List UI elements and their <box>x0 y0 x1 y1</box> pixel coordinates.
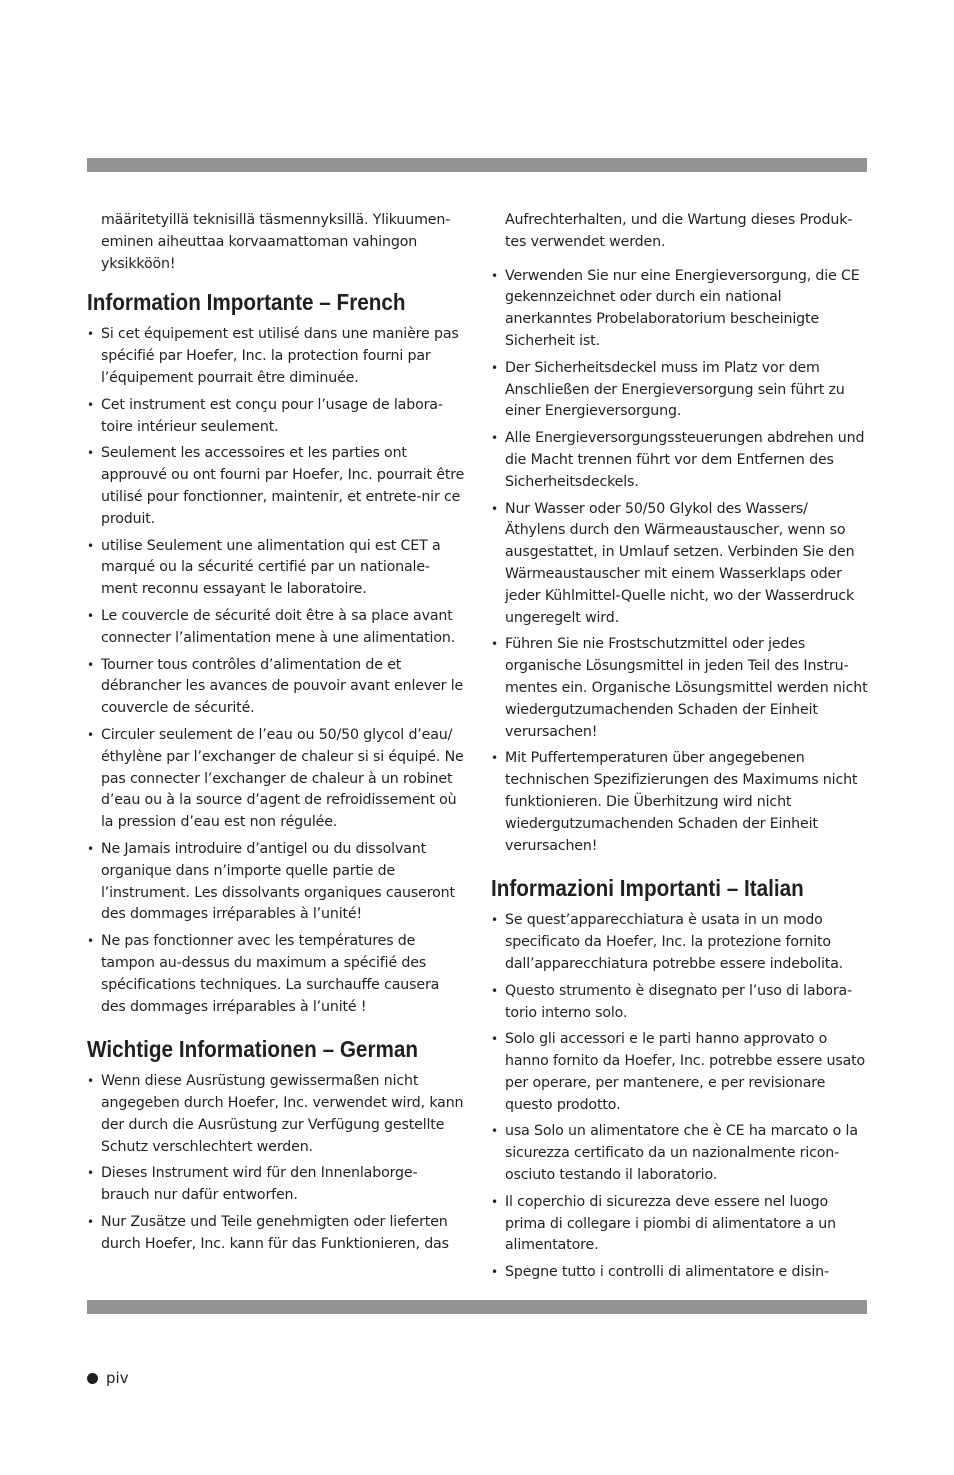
bullet-icon: • <box>491 1194 498 1209</box>
bullet-icon: • <box>87 538 94 553</box>
top-rule <box>87 158 867 172</box>
german-list-continued <box>491 266 869 858</box>
list-item: • Circuler seulement de l’eau ou 50/50 glycol d’eau/ éthylène par l’exchanger de chaleur si si équipé. Ne pas connecter l’exchanger de chaleur à un robinet d’eau ou à la source d’agent de refroidissement où la pression d’eau est non régulée. <box>87 726 464 831</box>
intro-paragraph: määritetyillä teknisillä täsmennyksillä. Ylikuumen-eminen aiheuttaa korvaamattoman vahingon yksikköön! <box>101 212 451 272</box>
list-item: • usa Solo un alimentatore che è CE ha marcato o la sicurezza certificato da un nazionalmente ricon-osciuto testando il laboratorio. <box>491 1123 858 1184</box>
bullet-icon: • <box>87 327 94 342</box>
italian-heading: Informazioni Importanti – Italian <box>491 875 804 902</box>
bullet-icon: • <box>87 841 94 856</box>
list-item: • Si cet équipement est utilisé dans une manière pas spécifié par Hoefer, Inc. la protection fourni par l’équipement pourrait être diminuée. <box>87 326 459 386</box>
list-item: • Le couvercle de sécurité doit être à sa place avant connecter l’alimentation mene à une alimentation. <box>87 607 456 646</box>
list-item: • Dieses Instrument wird für den Innenlaborge-brauch nur dafür entworfen. <box>87 1165 418 1204</box>
bullet-icon: • <box>87 608 94 623</box>
list-item: • Ne Jamais introduire d’antigel ou du dissolvant organique dans n’importe quelle partie de l’instrument. Les dissolvants organiques causeront des dommages irréparables à l’unité! <box>87 840 455 923</box>
right-column <box>491 210 869 1300</box>
list-item: • Se quest’apparecchiatura è usata in un modo specificato da Hoefer, Inc. la protezione fornito dall’apparecchiatura potrebbe essere indebolita. <box>491 912 844 972</box>
bullet-icon: • <box>491 1032 498 1047</box>
list-item: • Führen Sie nie Frostschutzmittel oder jedes organische Lösungsmittel in jeden Teil des Instru-mentes ein. Organische Lösungsmittel werden nicht wiedergutzumachenden Schaden der Einheit verursachen! <box>491 636 868 740</box>
bullet-icon: • <box>87 446 94 461</box>
page-number: piv <box>106 1369 129 1387</box>
bullet-icon: • <box>491 637 498 652</box>
bullet-icon: • <box>87 934 94 949</box>
list-item: • Tourner tous contrôles d’alimentation de et débrancher les avances de pouvoir avant enlever le couvercle de sécurité. <box>87 656 464 717</box>
list-item: • Seulement les accessoires et les parties ont approuvé ou ont fourni par Hoefer, Inc. pourrait être utilisé pour fonctionner, maintenir, et entrete-nir ce produit. <box>87 445 465 527</box>
german-heading: Wichtige Informationen – German <box>87 1036 419 1063</box>
bullet-icon: • <box>491 360 498 375</box>
bullet-icon: • <box>87 657 94 672</box>
bullet-icon: • <box>491 501 498 516</box>
bullet-icon: • <box>491 983 498 998</box>
list-item: • Il coperchio di sicurezza deve essere nel luogo prima di collegare i piombi di alimentatore a un alimentatore. <box>491 1193 836 1254</box>
list-item: • Der Sicherheitsdeckel muss im Platz vor dem Anschließen der Energieversorgung sein führt zu einer Energieversorgung. <box>491 359 845 420</box>
bullet-icon: • <box>87 727 94 742</box>
list-item: • Nur Zusätze und Teile genehmigten oder lieferten durch Hoefer, Inc. kann für das Funktionieren, das <box>87 1214 449 1252</box>
list-item: • utilise Seulement une alimentation qui est CET a marqué ou la sécurité certifié par un nationale-ment reconnu essayant le laboratoire. <box>87 537 441 598</box>
bottom-rule <box>87 1300 867 1314</box>
bullet-icon: • <box>87 397 94 412</box>
bullet-icon: • <box>491 431 498 446</box>
list-item: • Nur Wasser oder 50/50 Glykol des Wassers/ Äthylens durch den Wärmeaustauscher, wenn so ausgestattet, in Umlauf setzen. Verbinden Sie den Wärmeaustauscher mit einem Wasserklaps oder jeder Kühlmittel-Quelle nicht, wo der Wasserdruck ungeregelt wird. <box>491 500 855 626</box>
left-column <box>87 210 465 1272</box>
list-item: • Wenn diese Ausrüstung gewissermaßen nicht angegeben durch Hoefer, Inc. verwendet wird, kann der durch die Ausrüstung zur Verfügung gestellte Schutz verschlechtert werden. <box>87 1073 464 1155</box>
list-item: • Alle Energieversorgungssteuerungen abdrehen und die Macht trennen führt vor dem Entfernen des Sicherheitsdeckels. <box>491 430 865 490</box>
list-item: • Mit Puffertemperaturen über angegebenen technischen Spezifizierungen des Maximums nicht funktionieren. Die Überhitzung wird nicht wiedergutzumachenden Schaden der Einheit verursachen! <box>491 750 858 854</box>
continuation-paragraph: Aufrechterhalten, und die Wartung dieses Produk-tes verwendet werden. <box>505 212 853 250</box>
list-item: • Ne pas fonctionner avec les températures de tampon au-dessus du maximum a spécifié des spécifications techniques. La surchauffe causera des dommages irréparables à l’unité ! <box>87 933 440 1015</box>
french-heading: Information Importante – French <box>87 289 406 316</box>
bullet-icon: • <box>491 751 498 766</box>
bullet-icon: • <box>87 1215 94 1230</box>
bullet-icon: • <box>491 913 498 928</box>
list-item: • Cet instrument est conçu pour l’usage de labora-toire intérieur seulement. <box>87 396 443 435</box>
italian-list <box>491 910 869 1284</box>
list-item: • Questo strumento è disegnato per l’uso di labora-torio interno solo. <box>491 982 853 1021</box>
list-item: • Verwenden Sie nur eine Energieversorgung, die CE gekennzeichnet oder durch ein national anerkanntes Probelaboratorium bescheinigte Sicherheit ist. <box>491 267 860 349</box>
german-list <box>87 1071 465 1255</box>
list-item: • Solo gli accessori e le parti hanno approvato o hanno fornito da Hoefer, Inc. potrebbe essere usato per operare, per mantenere, e per revisionare questo prodotto. <box>491 1031 866 1113</box>
bullet-icon: • <box>491 1265 498 1280</box>
french-list <box>87 324 465 1018</box>
bullet-icon: • <box>87 1074 94 1089</box>
bullet-icon: • <box>491 1124 498 1139</box>
bullet-icon: • <box>87 1166 94 1181</box>
dot-icon <box>87 1373 98 1384</box>
page-footer <box>87 1367 129 1389</box>
bullet-icon: • <box>491 268 498 283</box>
list-item: • Spegne tutto i controlli di alimentatore e disin- <box>491 1262 869 1284</box>
